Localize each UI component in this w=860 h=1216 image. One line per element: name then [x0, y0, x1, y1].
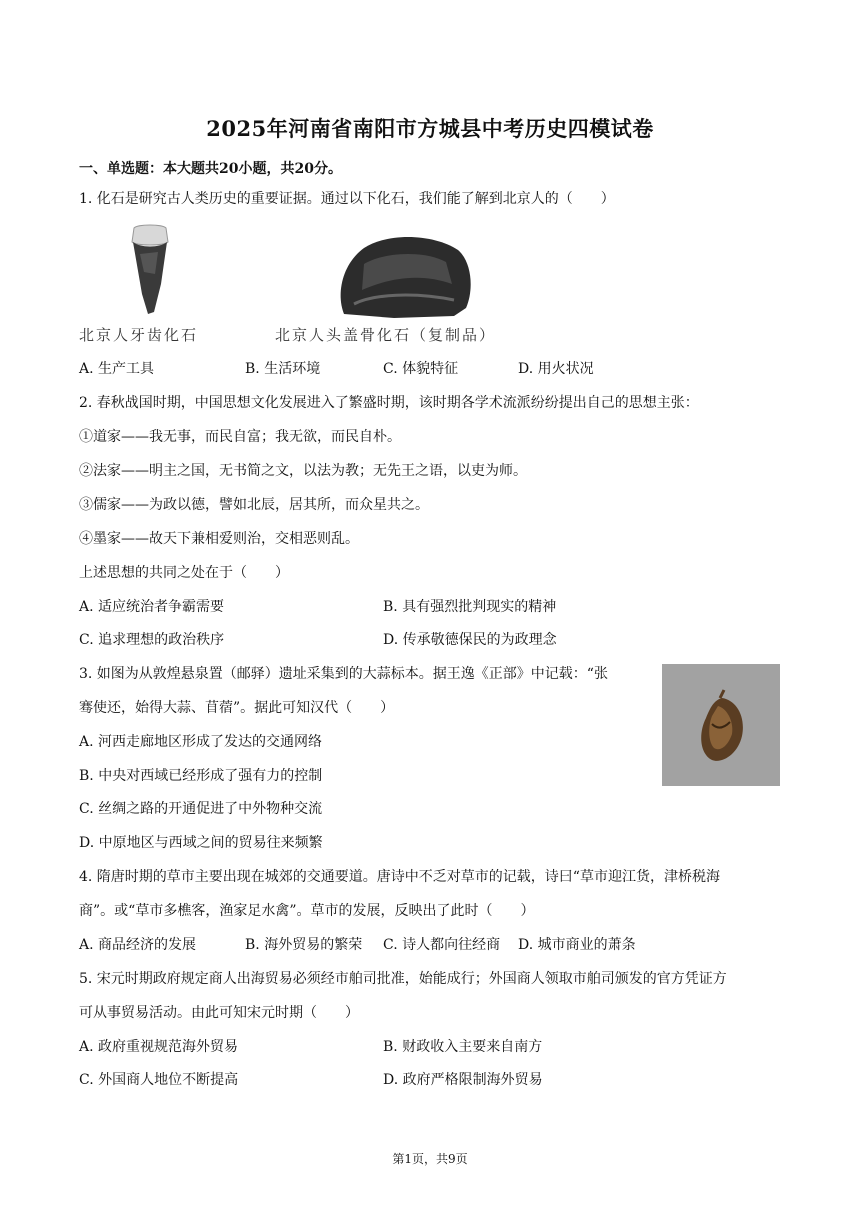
q5-option-a[interactable]: A. 政府重视规范海外贸易 [79, 1039, 239, 1055]
q5-stem-line-1: 5. 宋元时期政府规定商人出海贸易必须经市舶司批准，始能成行；外国商人领取市舶司颁发的官方凭证方 [79, 971, 727, 987]
skull-fossil-image [334, 234, 474, 320]
q2-item-3: ③儒家——为政以德，譬如北辰，居其所，而众星共之。 [79, 497, 429, 513]
q1-option-d[interactable]: D. 用火状况 [518, 361, 594, 377]
tooth-fossil-image [128, 224, 172, 316]
q5-stem-line-2: 可从事贸易活动。由此可知宋元时期（ ） [79, 1005, 359, 1021]
q2-option-c[interactable]: C. 追求理想的政治秩序 [79, 632, 225, 648]
q3-stem-line-2: 骞使还，始得大蒜、苜蓿”。据此可知汉代（ ） [79, 700, 395, 716]
garlic-specimen-image [662, 664, 780, 786]
q4-option-d[interactable]: D. 城市商业的萧条 [518, 937, 636, 953]
q2-option-d[interactable]: D. 传承敬德保民的为政理念 [383, 632, 557, 648]
q2-item-1: ①道家——我无事，而民自富；我无欲，而民自朴。 [79, 429, 401, 445]
q2-item-4: ④墨家——故天下兼相爱则治，交相恶则乱。 [79, 531, 359, 547]
q1-option-c[interactable]: C. 体貌特征 [383, 361, 459, 377]
q2-option-b[interactable]: B. 具有强烈批判现实的精神 [383, 599, 557, 615]
tooth-caption: 北京人牙齿化石 [79, 326, 199, 344]
q3-stem-line-1: 3. 如图为从敦煌悬泉置（邮驿）遗址采集到的大蒜标本。据王逸《正部》中记载：“张 [79, 666, 608, 682]
q4-stem-line-1: 4. 隋唐时期的草市主要出现在城郊的交通要道。唐诗中不乏对草市的记载，诗曰“草市迎江货，津桥税海 [79, 869, 720, 885]
q4-option-c[interactable]: C. 诗人都向往经商 [383, 937, 501, 953]
q2-option-a[interactable]: A. 适应统治者争霸需要 [79, 599, 225, 615]
q4-option-b[interactable]: B. 海外贸易的繁荣 [245, 937, 363, 953]
q2-item-2: ②法家——明主之国，无书简之文，以法为教；无先王之语，以吏为师。 [79, 463, 527, 479]
q5-option-d[interactable]: D. 政府严格限制海外贸易 [383, 1072, 543, 1088]
skull-caption: 北京人头盖骨化石（复制品） [275, 326, 497, 344]
q1-stem: 1. 化石是研究古人类历史的重要证据。通过以下化石，我们能了解到北京人的（ ） [79, 191, 615, 207]
q3-option-b[interactable]: B. 中央对西域已经形成了强有力的控制 [79, 768, 323, 784]
page-title: 2025年河南省南阳市方城县中考历史四模试卷 [206, 116, 654, 141]
q5-option-b[interactable]: B. 财政收入主要来自南方 [383, 1039, 543, 1055]
q1-option-b[interactable]: B. 生活环境 [245, 361, 321, 377]
section-heading: 一、单选题：本大题共20小题，共20分。 [79, 161, 342, 177]
q3-option-a[interactable]: A. 河西走廊地区形成了发达的交通网络 [79, 734, 323, 750]
q4-option-a[interactable]: A. 商品经济的发展 [79, 937, 197, 953]
q2-question: 上述思想的共同之处在于（ ） [79, 565, 289, 581]
q4-stem-line-2: 商”。或“草市多樵客，渔家足水禽”。草市的发展，反映出了此时（ ） [79, 903, 535, 919]
q3-option-d[interactable]: D. 中原地区与西域之间的贸易往来频繁 [79, 835, 323, 851]
page-footer: 第1页，共9页 [392, 1152, 468, 1166]
q1-option-a[interactable]: A. 生产工具 [79, 361, 155, 377]
q2-stem: 2. 春秋战国时期，中国思想文化发展进入了繁盛时期，该时期各学术流派纷纷提出自己的思想主张： [79, 395, 699, 411]
q5-option-c[interactable]: C. 外国商人地位不断提高 [79, 1072, 239, 1088]
q3-option-c[interactable]: C. 丝绸之路的开通促进了中外物种交流 [79, 801, 323, 817]
